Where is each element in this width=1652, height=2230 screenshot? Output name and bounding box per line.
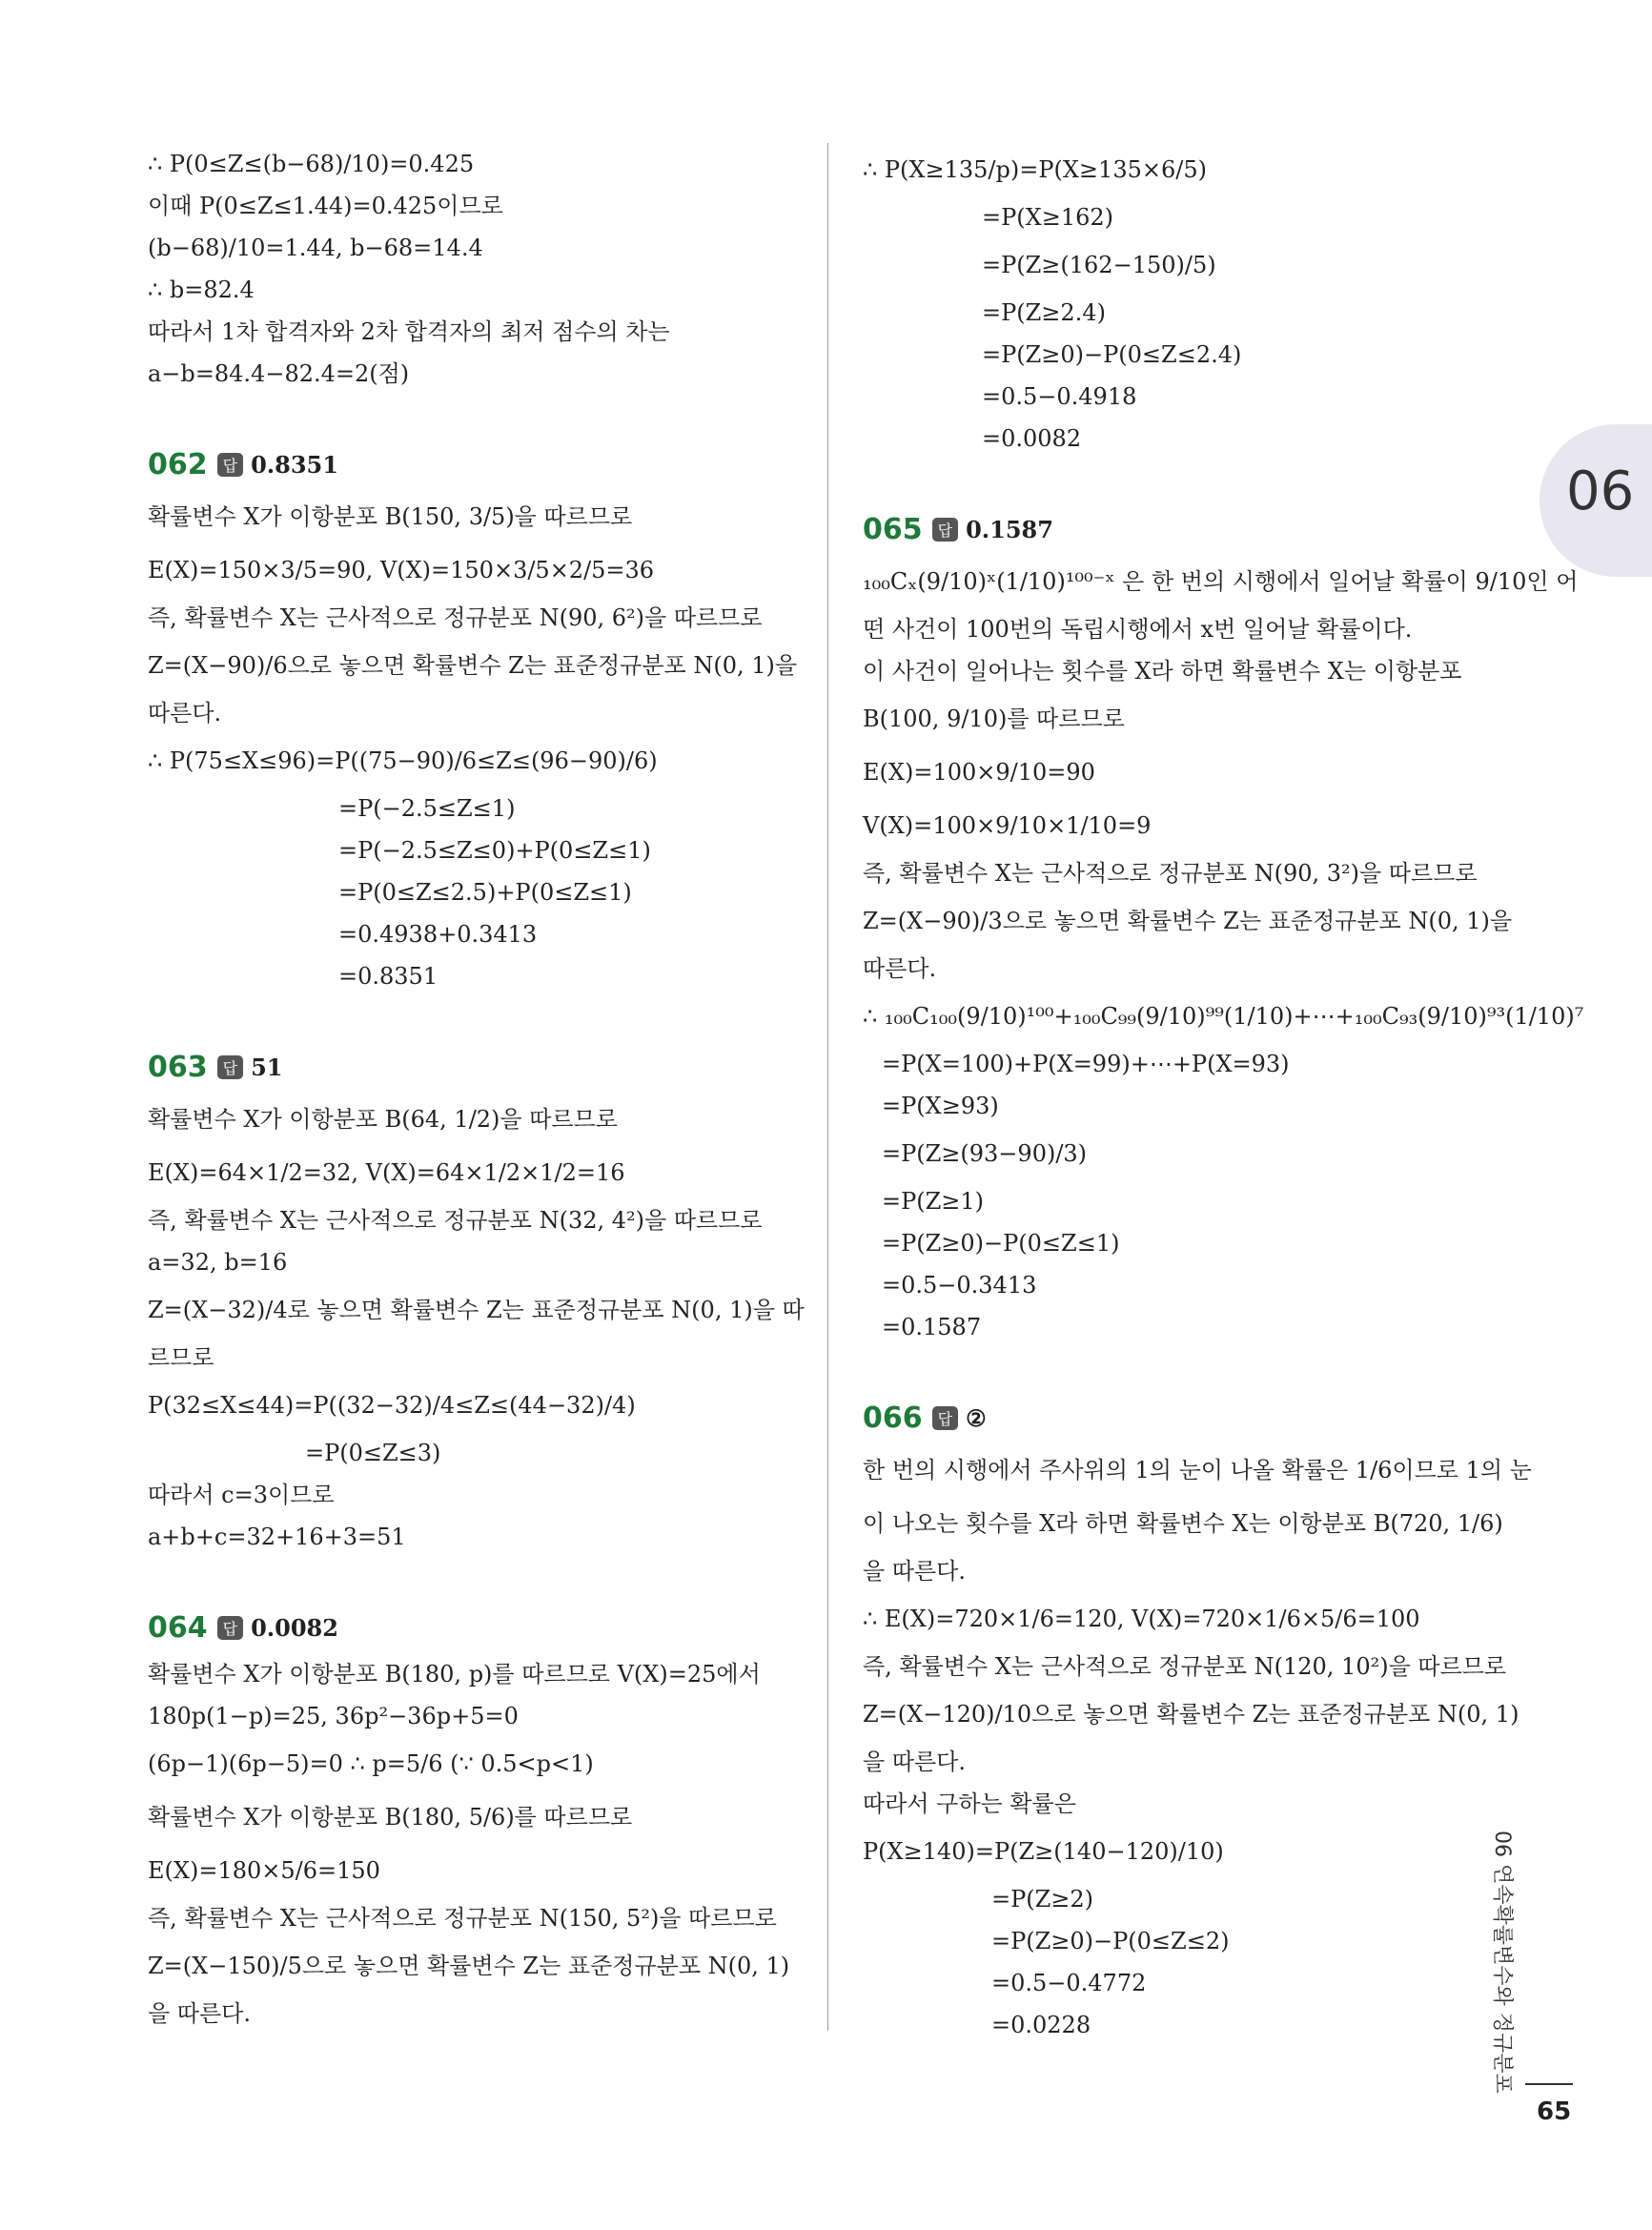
left-column <box>148 143 805 2035</box>
chapter-side-label: 06 연속확률변수와 정규분포 <box>1490 1831 1514 2094</box>
solution-line: 즉, 확률변수 X는 근사적으로 정규분포 N(32, 4²)을 따르므로 <box>148 1207 763 1234</box>
solution-line: =P(Z≥0)−P(0≤Z≤2) <box>991 1928 1230 1954</box>
solution-line: 떤 사건이 100번의 독립시행에서 x번 일어날 확률이다. <box>863 616 1413 643</box>
answer-badge: 답 <box>217 453 243 477</box>
solution-line: 즉, 확률변수 X는 근사적으로 정규분포 N(120, 10²)을 따르므로 <box>863 1653 1507 1680</box>
solution-line: 을 따른다. <box>148 2000 251 2027</box>
problem-066 <box>863 1392 1532 2046</box>
solution-line: a−b=84.4−82.4=2(점) <box>148 360 410 387</box>
solution-line: E(X)=180×5/6=150 <box>148 1857 380 1884</box>
solution-line: 즉, 확률변수 X는 근사적으로 정규분포 N(150, 5²)을 따르므로 <box>148 1905 777 1932</box>
solution-line: =P(0≤Z≤3) <box>305 1440 441 1466</box>
solution-line: 을 따른다. <box>863 1558 966 1585</box>
chapter-number: 06 <box>1566 460 1635 522</box>
problem-064 <box>148 1602 796 2035</box>
solution-line: P(32≤X≤44)=P((32−32)/4≤Z≤(44−32)/4) <box>148 1392 636 1419</box>
solution-line: 따라서 c=3이므로 <box>148 1482 335 1508</box>
chapter-tab <box>1540 424 1652 577</box>
solution-line: ∴ E(X)=720×1/6=120, V(X)=720×1/6×5/6=100 <box>863 1606 1420 1632</box>
solution-line: =0.0082 <box>982 425 1082 452</box>
problem-header <box>863 503 1511 555</box>
problem-number: 062 <box>148 447 208 481</box>
solution-line: =P(Z≥0)−P(0≤Z≤2.4) <box>982 341 1242 368</box>
solution-line: 이때 P(0≤Z≤1.44)=0.425이므로 <box>148 193 503 219</box>
answer-value: 0.8351 <box>251 450 338 479</box>
solution-line: (6p−1)(6p−5)=0 ∴ p=5/6 (∵ 0.5<p<1) <box>148 1750 594 1777</box>
solution-line: =P(Z≥0)−P(0≤Z≤1) <box>882 1230 1120 1257</box>
solution-line: ₁₀₀Cₓ(9/10)ˣ(1/10)¹⁰⁰⁻ˣ 은 한 번의 시행에서 일어날 확률이 9/10인 어 <box>863 568 1579 595</box>
solution-line: 르므로 <box>148 1344 214 1371</box>
solution-line: Z=(X−150)/5으로 놓으면 확률변수 Z는 표준정규분포 N(0, 1) <box>148 1953 790 1979</box>
page-number: 65 <box>1537 2097 1572 2126</box>
answer-value: ② <box>966 1403 987 1432</box>
solution-line: 확률변수 X가 이항분포 B(180, p)를 따르므로 V(X)=25에서 <box>148 1661 761 1688</box>
solution-line: ∴ P(X≥135/p)=P(X≥135×6/5) <box>863 156 1207 183</box>
solution-line: Z=(X−120)/10으로 놓으면 확률변수 Z는 표준정규분포 N(0, 1) <box>863 1701 1519 1728</box>
solution-line: =P(−2.5≤Z≤0)+P(0≤Z≤1) <box>338 837 651 864</box>
solution-line: =P(X≥162) <box>982 204 1113 231</box>
answer-badge: 답 <box>932 1406 958 1430</box>
right-column <box>863 143 1584 2046</box>
answer-badge: 답 <box>932 518 958 542</box>
problem-header <box>148 439 796 490</box>
solution-line: 따라서 구하는 확률은 <box>863 1790 1076 1817</box>
solution-line: =P(Z≥(93−90)/3) <box>882 1140 1088 1167</box>
solution-line: =0.4938+0.3413 <box>338 921 538 948</box>
problem-065 <box>863 503 1584 1348</box>
solution-line: =P(X≥93) <box>882 1093 999 1119</box>
problem-number: 065 <box>863 512 923 546</box>
solution-line: =P(Z≥2.4) <box>982 299 1106 326</box>
solution-line: E(X)=150×3/5=90, V(X)=150×3/5×2/5=36 <box>148 557 655 583</box>
solution-line: 즉, 확률변수 X는 근사적으로 정규분포 N(90, 6²)을 따르므로 <box>148 604 763 631</box>
solution-line: ∴ P(0≤Z≤(b−68)/10)=0.425 <box>148 151 475 177</box>
problem-062 <box>148 439 796 997</box>
answer-value: 51 <box>251 1053 283 1081</box>
solution-line: 180p(1−p)=25, 36p²−36p+5=0 <box>148 1703 519 1729</box>
solution-line: =P(−2.5≤Z≤1) <box>338 795 516 822</box>
solution-line: Z=(X−32)/4로 놓으면 확률변수 Z는 표준정규분포 N(0, 1)을 따 <box>148 1297 805 1323</box>
solution-line: E(X)=64×1/2=32, V(X)=64×1/2×1/2=16 <box>148 1159 625 1186</box>
problem-064-continued <box>863 143 1511 460</box>
solution-line: 확률변수 X가 이항분포 B(64, 1/2)을 따르므로 <box>148 1106 618 1133</box>
solution-line: a+b+c=32+16+3=51 <box>148 1524 406 1550</box>
side-divider <box>1525 2083 1573 2085</box>
solution-line: =P(X=100)+P(X=99)+⋯+P(X=93) <box>882 1051 1290 1077</box>
problem-number: 064 <box>148 1610 208 1645</box>
column-divider <box>827 143 828 2031</box>
solution-line: 확률변수 X가 이항분포 B(150, 3/5)을 따르므로 <box>148 503 633 530</box>
solution-line: 즉, 확률변수 X는 근사적으로 정규분포 N(90, 3²)을 따르므로 <box>863 860 1478 887</box>
answer-badge: 답 <box>217 1055 243 1079</box>
solution-line: =0.5−0.4918 <box>982 383 1137 410</box>
solution-line: ∴ P(75≤X≤96)=P((75−90)/6≤Z≤(96−90)/6) <box>148 747 658 774</box>
solution-line: Z=(X−90)/3으로 놓으면 확률변수 Z는 표준정규분포 N(0, 1)을 <box>863 908 1513 934</box>
problem-063 <box>148 1041 805 1558</box>
solution-line: ∴ b=82.4 <box>148 276 255 303</box>
solution-line: B(100, 9/10)를 따르므로 <box>863 706 1125 732</box>
solution-line: 이 사건이 일어나는 횟수를 X라 하면 확률변수 X는 이항분포 <box>863 658 1462 685</box>
solution-line: P(X≥140)=P(Z≥(140−120)/10) <box>863 1838 1224 1865</box>
problem-header <box>863 1392 1511 1443</box>
problem-number: 063 <box>148 1050 208 1084</box>
solution-line: =P(Z≥1) <box>882 1188 985 1215</box>
solution-line: 한 번의 시행에서 주사위의 1의 눈이 나올 확률은 1/6이므로 1의 눈 <box>863 1457 1532 1483</box>
solution-line: 따른다. <box>148 700 222 726</box>
solution-line: =0.5−0.4772 <box>991 1970 1147 1996</box>
answer-value: 0.1587 <box>966 515 1053 543</box>
solution-line: (b−68)/10=1.44, b−68=14.4 <box>148 235 483 261</box>
solution-line: =P(0≤Z≤2.5)+P(0≤Z≤1) <box>338 879 632 906</box>
solution-line: =0.8351 <box>338 963 438 990</box>
solution-line: 따라서 1차 합격자와 2차 합격자의 최저 점수의 차는 <box>148 318 670 345</box>
solution-line: =0.5−0.3413 <box>882 1272 1037 1299</box>
solution-line: ∴ ₁₀₀C₁₀₀(9/10)¹⁰⁰+₁₀₀C₉₉(9/10)⁹⁹(1/10)+⋯+₁₀₀C₉₃(9/10)⁹³(1/10)⁷ <box>863 1003 1584 1030</box>
solution-line: Z=(X−90)/6으로 놓으면 확률변수 Z는 표준정규분포 N(0, 1)을 <box>148 652 798 679</box>
solution-line: 을 따른다. <box>863 1749 966 1775</box>
answer-badge: 답 <box>217 1616 243 1640</box>
solution-line: 따른다. <box>863 955 937 982</box>
problem-number: 066 <box>863 1401 923 1435</box>
solution-line: =P(Z≥2) <box>991 1886 1094 1913</box>
solution-line: E(X)=100×9/10=90 <box>863 759 1095 786</box>
solution-line: V(X)=100×9/10×1/10=9 <box>863 812 1152 839</box>
solution-line: =P(Z≥(162−150)/5) <box>982 252 1216 278</box>
problem-header <box>148 1041 796 1093</box>
solution-line: a=32, b=16 <box>148 1249 288 1276</box>
solution-line: 확률변수 X가 이항분포 B(180, 5/6)를 따르므로 <box>148 1804 633 1831</box>
problem-header <box>148 1602 796 1653</box>
intro-solution <box>148 143 796 395</box>
solution-line: 이 나오는 횟수를 X라 하면 확률변수 X는 이항분포 B(720, 1/6) <box>863 1510 1503 1537</box>
solution-line: =0.0228 <box>991 2012 1091 2038</box>
answer-value: 0.0082 <box>251 1613 338 1642</box>
solution-line: =0.1587 <box>882 1314 982 1340</box>
